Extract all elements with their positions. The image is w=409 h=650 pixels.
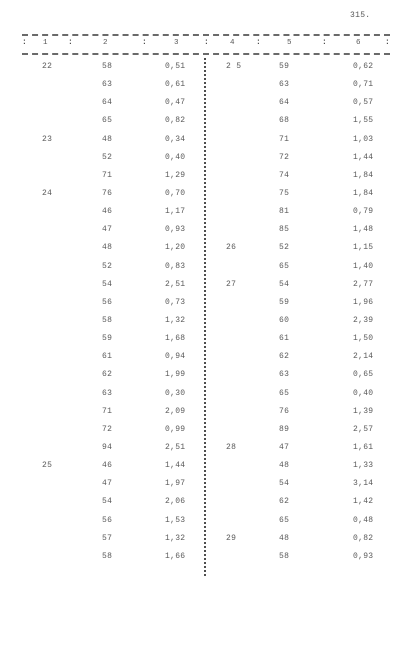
table-row [0,516,409,534]
table-cell-col-2: 71 [102,406,113,416]
table-cell-col-6: 1,15 [353,243,374,253]
table-cell-col-6: 2,57 [353,424,374,434]
table-cell-col-2: 52 [102,261,113,271]
table-cell-col-5: 58 [279,551,290,561]
table-cell-col-3: 0,51 [165,62,186,71]
table-cell-col-5: 54 [279,479,290,489]
table-cell-col-3: 1,97 [165,479,186,489]
table-cell-col-1: 25 [42,461,53,471]
table-cell-col-6: 2,39 [353,315,374,325]
table-cell-col-5: 61 [279,334,290,344]
table-row [0,352,409,370]
table-row [0,425,409,443]
table-cell-col-6: 0,57 [353,98,374,108]
table-cell-col-3: 0,93 [165,225,186,235]
table-cell-col-6: 0,79 [353,207,374,217]
table-cell-col-5: 76 [279,406,290,416]
header-rule-top [22,34,390,36]
table-cell-col-3: 0,47 [165,98,186,108]
table-cell-col-4: 2 5 [226,62,242,71]
column-header-1: 1 [43,39,48,47]
table-cell-col-6: 1,84 [353,188,374,198]
table-cell-col-2: 63 [102,80,113,90]
table-cell-col-6: 1,48 [353,225,374,235]
table-cell-col-6: 0,40 [353,388,374,398]
table-cell-col-3: 1,29 [165,170,186,180]
table-row [0,98,409,116]
table-cell-col-2: 65 [102,116,113,126]
table-cell-col-2: 54 [102,497,113,507]
table-cell-col-6: 1,42 [353,497,374,507]
table-row [0,262,409,280]
table-cell-col-5: 62 [279,497,290,507]
table-row [0,225,409,243]
table-cell-col-5: 65 [279,261,290,271]
table-cell-col-6: 1,55 [353,116,374,126]
table-cell-col-6: 1,96 [353,297,374,307]
table-cell-col-4: 29 [226,533,237,543]
table-cell-col-5: 65 [279,388,290,398]
table-cell-col-6: 0,65 [353,370,374,380]
table-row [0,334,409,352]
header-separator: : [322,38,328,47]
table-cell-col-3: 2,06 [165,497,186,507]
header-separator: : [68,38,74,47]
table-cell-col-3: 0,34 [165,134,186,144]
table-cell-col-5: 65 [279,515,290,525]
table-cell-col-2: 61 [102,352,113,362]
column-header-3: 3 [174,39,179,47]
table-cell-col-3: 1,66 [165,551,186,561]
table-cell-col-6: 1,39 [353,406,374,416]
table-row [0,389,409,407]
table-cell-col-3: 0,30 [165,388,186,398]
header-separator: : [204,38,210,47]
table-cell-col-3: 2,51 [165,442,186,452]
table-cell-col-2: 63 [102,388,113,398]
table-row [0,316,409,334]
table-cell-col-2: 58 [102,315,113,325]
table-cell-col-4: 26 [226,243,237,253]
table-cell-col-6: 3,14 [353,479,374,489]
table-cell-col-5: 72 [279,152,290,162]
table-cell-col-2: 48 [102,134,113,144]
table-cell-col-5: 64 [279,98,290,108]
table-cell-col-5: 74 [279,170,290,180]
table-cell-col-1: 24 [42,188,53,198]
table-cell-col-6: 2,77 [353,279,374,289]
table-cell-col-3: 1,53 [165,515,186,525]
table-cell-col-3: 0,82 [165,116,186,126]
table-cell-col-2: 48 [102,243,113,253]
table-cell-col-6: 1,50 [353,334,374,344]
table-cell-col-5: 59 [279,62,290,71]
table-row [0,135,409,153]
table-cell-col-1: 23 [42,134,53,144]
table-body [0,62,409,570]
header-separator: : [256,38,262,47]
table-cell-col-2: 52 [102,152,113,162]
table-cell-col-3: 0,73 [165,297,186,307]
table-cell-col-2: 47 [102,225,113,235]
table-row [0,298,409,316]
table-cell-col-2: 64 [102,98,113,108]
header-separator: : [385,38,391,47]
table-cell-col-3: 1,32 [165,315,186,325]
table-cell-col-1: 22 [42,62,53,71]
table-cell-col-3: 1,32 [165,533,186,543]
table-cell-col-5: 68 [279,116,290,126]
header-rule-bottom [22,53,390,55]
table-cell-col-3: 1,20 [165,243,186,253]
table-cell-col-3: 0,99 [165,424,186,434]
table-cell-col-2: 71 [102,170,113,180]
table-cell-col-3: 1,44 [165,461,186,471]
table-cell-col-6: 0,71 [353,80,374,90]
table-cell-col-3: 0,94 [165,352,186,362]
table-row [0,479,409,497]
table-cell-col-6: 1,44 [353,152,374,162]
table-cell-col-3: 0,40 [165,152,186,162]
header-separator: : [22,38,28,47]
table-row [0,407,409,425]
column-header-5: 5 [287,39,292,47]
table-cell-col-5: 63 [279,370,290,380]
table-cell-col-2: 47 [102,479,113,489]
table-row [0,189,409,207]
table-cell-col-6: 1,03 [353,134,374,144]
table-row [0,80,409,98]
table-cell-col-6: 0,62 [353,62,374,71]
table-row [0,461,409,479]
table-cell-col-5: 63 [279,80,290,90]
column-header-2: 2 [103,39,108,47]
table-cell-col-2: 54 [102,279,113,289]
table-cell-col-2: 46 [102,207,113,217]
table-cell-col-4: 27 [226,279,237,289]
table-cell-col-6: 0,82 [353,533,374,543]
table-cell-col-2: 46 [102,461,113,471]
table-cell-col-6: 0,48 [353,515,374,525]
table-cell-col-3: 1,99 [165,370,186,380]
table-cell-col-3: 0,83 [165,261,186,271]
table-cell-col-2: 94 [102,442,113,452]
table-cell-col-2: 62 [102,370,113,380]
table-row [0,62,409,80]
table-cell-col-5: 71 [279,134,290,144]
table-row [0,171,409,189]
table-row [0,370,409,388]
table-row [0,443,409,461]
table-row [0,153,409,171]
table-cell-col-6: 2,14 [353,352,374,362]
table-cell-col-5: 47 [279,442,290,452]
table-cell-col-2: 56 [102,297,113,307]
table-cell-col-2: 76 [102,188,113,198]
table-cell-col-5: 81 [279,207,290,217]
table-cell-col-2: 56 [102,515,113,525]
table-cell-col-5: 62 [279,352,290,362]
column-header-4: 4 [230,39,235,47]
table-cell-col-2: 59 [102,334,113,344]
table-cell-col-2: 72 [102,424,113,434]
table-cell-col-5: 60 [279,315,290,325]
table-cell-col-3: 0,70 [165,188,186,198]
column-header-6: 6 [356,39,361,47]
table-cell-col-5: 48 [279,461,290,471]
table-cell-col-3: 1,68 [165,334,186,344]
table-row [0,280,409,298]
table-cell-col-2: 58 [102,62,113,71]
table-cell-col-5: 52 [279,243,290,253]
table-cell-col-5: 85 [279,225,290,235]
table-row [0,534,409,552]
table-cell-col-4: 28 [226,442,237,452]
page-number: 315. [350,11,371,20]
table-cell-col-6: 1,33 [353,461,374,471]
table-cell-col-3: 2,51 [165,279,186,289]
header-separator: : [142,38,148,47]
table-row [0,497,409,515]
table-cell-col-3: 0,61 [165,80,186,90]
table-cell-col-5: 89 [279,424,290,434]
table-row [0,116,409,134]
table-row [0,243,409,261]
table-cell-col-6: 1,61 [353,442,374,452]
table-cell-col-6: 1,84 [353,170,374,180]
table-row [0,207,409,225]
table-cell-col-5: 75 [279,188,290,198]
table-cell-col-2: 57 [102,533,113,543]
table-cell-col-3: 2,09 [165,406,186,416]
table-cell-col-5: 48 [279,533,290,543]
table-cell-col-5: 54 [279,279,290,289]
table-row [0,552,409,570]
table-cell-col-2: 58 [102,551,113,561]
table-cell-col-6: 0,93 [353,551,374,561]
table-cell-col-3: 1,17 [165,207,186,217]
table-cell-col-5: 59 [279,297,290,307]
table-cell-col-6: 1,40 [353,261,374,271]
